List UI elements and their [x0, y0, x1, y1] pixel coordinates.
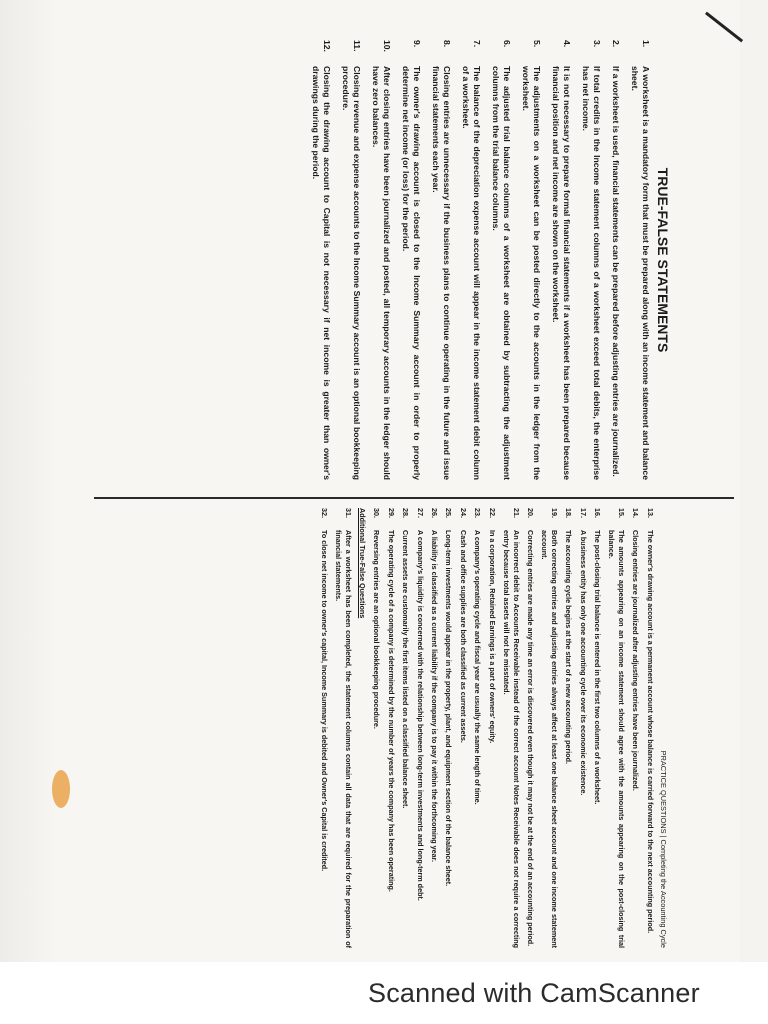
statement-text: A liability is classified as a current liability if the company is to pay it within the forthcoming year.: [430, 530, 440, 863]
statement-text: The post-closing trial balance is entered in the first two columns of a worksheet.: [592, 530, 602, 805]
statement-number: 25.: [444, 508, 454, 518]
statement-text: The owner's drawing account is closed to the Income Summary account in order to properly determine net income (or loss) for the period.: [401, 66, 422, 480]
statement-text: Reversing entries are an optional bookkeeping procedure.: [372, 530, 382, 729]
statement-item: [386, 508, 395, 948]
statement-item: [502, 508, 521, 948]
statement-number: 2.: [611, 40, 621, 48]
statement-item: [460, 40, 482, 480]
statement-number: 24.: [458, 508, 468, 518]
statement-text: The amounts appearing on an income statement should agree with the amounts appearing on the post-closing trial balance.: [607, 530, 626, 948]
statement-item: [520, 40, 542, 480]
statement-text: It is not necessary to prepare formal financial statements if a worksheet has been prepared because financial position and net income are shown on the worksheet.: [551, 66, 572, 480]
statement-text: The adjustments on a worksheet can be posted directly to the accounts in the ledger from the worksheet.: [521, 66, 542, 480]
statement-number: 6.: [502, 40, 512, 48]
statement-item: [340, 40, 362, 480]
pen-mark: [705, 12, 743, 43]
statement-text: Current assets are customarily the first items listed on a classified balance sheet.: [401, 530, 411, 809]
statement-number: 3.: [592, 40, 602, 48]
statement-item: [564, 508, 573, 948]
statement-item: [540, 508, 559, 948]
punch-hole-mark: [52, 770, 70, 808]
statement-number: 19.: [549, 508, 559, 518]
statement-text: After a worksheet has been completed, the statement columns contain all data that are required for the preparation of financial statements.: [334, 530, 353, 948]
statement-item: [578, 508, 587, 948]
statement-number: 20.: [525, 508, 535, 518]
statement-item: [550, 40, 572, 480]
statement-number: 17.: [578, 508, 588, 518]
statement-text: An incorrect debit to Accounts Receivable instead of the correct account Notes Receivable does not require a correcting entry because total assets will not be misstated.: [502, 530, 521, 948]
statement-text: Cash and office supplies are both classified as current assets.: [458, 530, 468, 743]
statement-number: 29.: [386, 508, 396, 518]
statement-number: 5.: [532, 40, 542, 48]
statement-text: Closing entries are journalized after adjusting entries have been journalized.: [631, 530, 641, 791]
statement-list-left: [310, 40, 651, 480]
statement-item: [401, 508, 410, 948]
statement-item: [607, 508, 626, 948]
statement-text: The operating cycle of a company is determined by the number of years the company has been operating.: [386, 530, 396, 892]
statement-item: [415, 508, 424, 948]
statement-text: The accounting cycle begins at the start of a new accounting period.: [564, 530, 574, 765]
statement-number: 21.: [511, 508, 521, 518]
statement-number: 15.: [616, 508, 626, 518]
statement-number: 8.: [442, 40, 452, 48]
statement-item: [487, 508, 496, 948]
statement-text: A worksheet is a mandatory form that must be prepared along with an income statement and balance sheet.: [630, 66, 651, 480]
statement-text: If total credits in the Income statement columns of a worksheet exceed total debits, the enterprise has net income.: [581, 66, 602, 480]
statement-text: A company's liquidity is concerned with the relationship between long-term investments and long-term debt.: [415, 530, 425, 901]
statement-item: [310, 40, 332, 480]
statement-text: Closing revenue and expense accounts to the Income Summary account is an optional bookkeeping procedure.: [341, 66, 362, 480]
statement-text: To close net income to owner's capital, Income Summary is debited and Owner's Capital is credited.: [319, 530, 329, 872]
statement-number: 31.: [343, 508, 353, 518]
statement-number: 4.: [562, 40, 572, 48]
statement-number: 23.: [473, 508, 483, 518]
statement-text: In a corporation, Retained Earnings is a part of owners' equity.: [487, 530, 497, 744]
statement-list-right: [372, 508, 655, 948]
statement-number: 16.: [592, 508, 602, 518]
statement-number: 28.: [401, 508, 411, 518]
statement-item: [526, 508, 535, 948]
statement-text: Correcting entries are made any time an error is discovered even though it may not be at the end of an accounting period.: [525, 530, 535, 947]
statements-column-right: [314, 508, 668, 948]
statement-text: The adjusted trial balance columns of a worksheet are obtained by subtracting the adjustment columns from the trial balance columns.: [491, 66, 512, 480]
statement-number: 13.: [645, 508, 655, 518]
statement-item: [319, 508, 328, 948]
statement-list-additional: [319, 508, 352, 948]
statement-item: [372, 508, 381, 948]
statement-text: Closing entries are unnecessary if the business plans to continue operating in the future and issue financial statements each year.: [431, 66, 452, 480]
statement-text: Both correcting entries and adjusting entries always affect at least one balance sheet account and one income statement account.: [540, 530, 559, 948]
statement-item: [459, 508, 468, 948]
statement-item: [370, 40, 392, 480]
statement-text: The balance of the depreciation expense account will appear in the income statement debit column of a worksheet.: [461, 66, 482, 480]
running-head: PRACTICE QUESTIONS | Completing the Accounting Cycle: [659, 750, 668, 948]
statement-text: A business entity has only one accounting cycle over its economic existence.: [578, 530, 588, 796]
statement-number: 9.: [412, 40, 422, 48]
statement-item: [430, 508, 439, 948]
statement-item: [490, 40, 512, 480]
statement-text: Long-term investments would appear in the property, plant, and equipment section of the balance sheet.: [444, 530, 454, 887]
statement-item: [444, 508, 453, 948]
scan-shadow: [0, 0, 60, 962]
statement-number: 12.: [322, 40, 332, 52]
column-divider: [94, 497, 734, 499]
page-heading: TRUE-FALSE STATEMENTS: [655, 167, 671, 353]
statement-item: [629, 40, 651, 480]
statement-text: The owner's drawing account is a permanent account whose balance is carried forward to the next accounting period.: [645, 530, 655, 934]
statement-number: 11.: [352, 40, 362, 52]
statement-number: 18.: [564, 508, 574, 518]
statement-item: [580, 40, 602, 480]
statement-text: If a worksheet is used, financial statements can be prepared before adjusting entries are journalized.: [611, 66, 621, 477]
statement-item: [631, 508, 640, 948]
statement-number: 7.: [472, 40, 482, 48]
statement-item: [400, 40, 422, 480]
statement-number: 10.: [382, 40, 392, 52]
statement-number: 26.: [430, 508, 440, 518]
statement-text: A company's operating cycle and fiscal year are usually the same length of time.: [473, 530, 483, 805]
statement-text: After closing entries have been journalized and posted, all temporary accounts in the ledger should have zero balances.: [371, 66, 392, 480]
statement-item: [473, 508, 482, 948]
statement-item: [610, 40, 621, 480]
statements-column-left: [302, 40, 671, 480]
statement-number: 30.: [372, 508, 382, 518]
statement-item: [430, 40, 452, 480]
statement-item: [334, 508, 353, 948]
statement-number: 27.: [415, 508, 425, 518]
statement-text: Closing the drawing account to Capital is not necessary if net income is greater than owner's drawings during the period.: [311, 66, 332, 480]
statement-item: [593, 508, 602, 948]
statement-item: [645, 508, 654, 948]
additional-questions-heading: Additional True-False Questions: [358, 508, 368, 619]
statement-number: 22.: [487, 508, 497, 518]
statement-number: 32.: [319, 508, 329, 518]
scanner-watermark: Scanned with CamScanner: [368, 978, 700, 1008]
statement-number: 14.: [631, 508, 641, 518]
statement-number: 1.: [641, 40, 651, 48]
